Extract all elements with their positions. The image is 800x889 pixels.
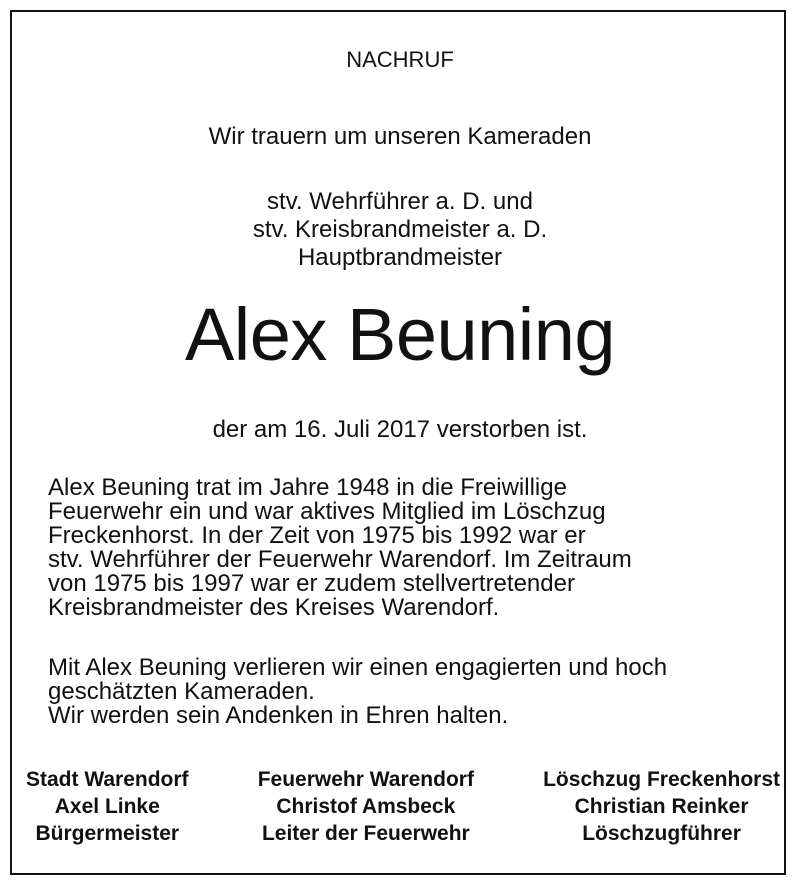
tribute-line: Wir werden sein Andenken in Ehren halten.: [48, 702, 509, 729]
signatory-org: Löschzug Freckenhorst: [543, 768, 780, 791]
biography-line: Kreisbrandmeister des Kreises Warendorf.: [48, 594, 500, 621]
signatory-person: Axel Linke: [54, 795, 160, 818]
signatory-role: Leiter der Feuerwehr: [261, 822, 470, 845]
signatories: [10, 766, 790, 847]
title-line-1: stv. Wehrführer a. D. und: [267, 188, 533, 215]
signatory-role: Löschzugführer: [582, 822, 741, 845]
death-date-line: der am 16. Juli 2017 verstorben ist.: [212, 416, 588, 443]
biography-line: Freckenhorst. In der Zeit von 1975 bis 1992 war er: [48, 522, 586, 549]
biography-line: stv. Wehrführer der Feuerwehr Warendorf. Im Zeitraum: [48, 546, 632, 573]
signatory-stadt-warendorf: [26, 766, 189, 847]
heading: NACHRUF: [346, 47, 454, 72]
biography-line: Feuerwehr ein und war aktives Mitglied im Löschzug: [48, 498, 606, 525]
biography-paragraph: [48, 476, 752, 620]
signatory-loeschzug-freckenhorst: [543, 766, 780, 847]
tribute-line: Mit Alex Beuning verlieren wir einen engagierten und hoch: [48, 654, 668, 681]
signatory-person: Christian Reinker: [574, 795, 749, 818]
signatory-role: Bürgermeister: [35, 822, 180, 845]
title-line-2: stv. Kreisbrandmeister a. D.: [252, 216, 548, 243]
tribute-paragraph: [48, 656, 752, 728]
deceased-name: Alex Beuning: [184, 293, 616, 376]
intro-line: Wir trauern um unseren Kameraden: [208, 123, 592, 150]
signatory-org: Feuerwehr Warendorf: [257, 768, 474, 791]
signatory-person: Christof Amsbeck: [276, 795, 456, 818]
title-line-3: Hauptbrandmeister: [297, 244, 503, 271]
signatory-org: Stadt Warendorf: [26, 768, 189, 791]
tribute-line: geschätzten Kameraden.: [48, 678, 315, 705]
signatory-feuerwehr-warendorf: [258, 766, 474, 847]
biography-line: Alex Beuning trat im Jahre 1948 in die Freiwillige: [48, 474, 567, 501]
biography-line: von 1975 bis 1997 war er zudem stellvertretender: [48, 570, 575, 597]
